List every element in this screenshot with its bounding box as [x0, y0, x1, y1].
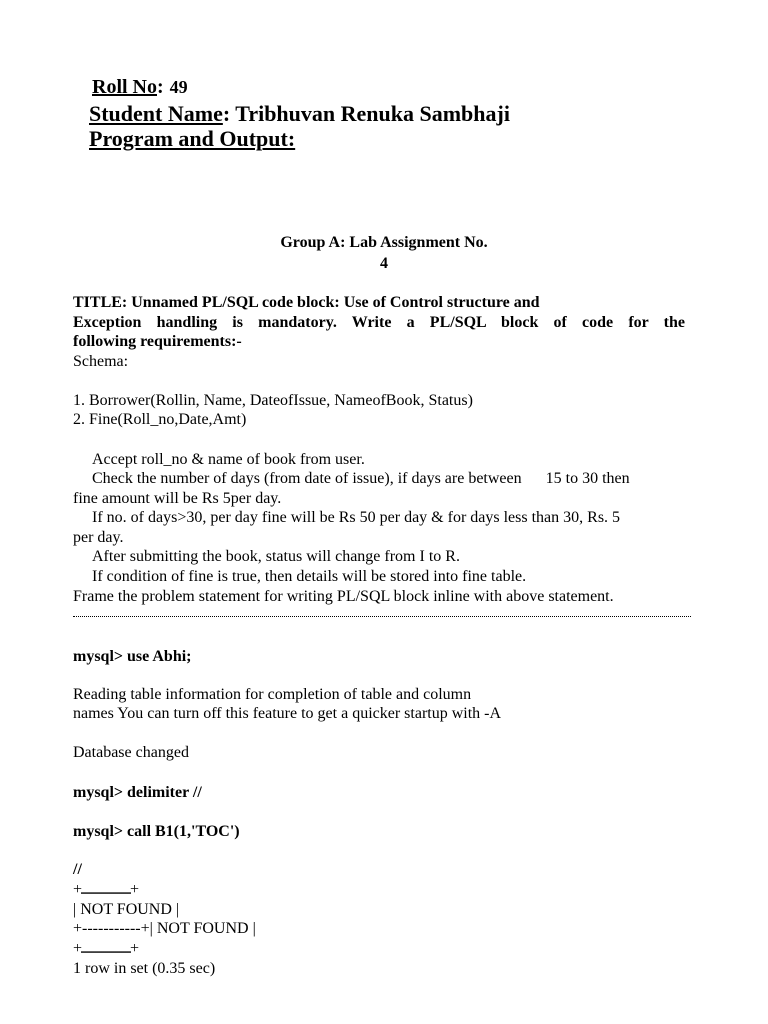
requirement-status-change: After submitting the book, status will change from I to R. — [92, 548, 460, 565]
result-table-border-top: +.........................+ — [73, 881, 138, 898]
student-name-label: Student Name — [89, 101, 223, 126]
schema-label: Schema: — [73, 353, 129, 370]
roll-number-value: 49 — [169, 77, 188, 97]
title-line-2: Exception handling is mandatory. Write a PL/SQL block of code for the — [73, 314, 685, 331]
dotted-divider — [73, 616, 691, 617]
student-name-value: : Tribhuvan Renuka Sambhaji — [222, 101, 510, 126]
roll-number-line — [92, 76, 188, 99]
result-table-header: | NOT FOUND | — [73, 901, 180, 918]
requirement-check-days: Check the number of days (from date of issue), if days are between 15 to 30 then — [92, 470, 630, 487]
terminal-info-line-1: Reading table information for completion of table and column — [73, 686, 472, 703]
requirement-over-30-days: If no. of days>30, per day fine will be Rs 50 per day & for days less than 30, Rs. 5 — [92, 509, 621, 526]
student-name-line — [89, 101, 510, 127]
schema-item-fine: 2. Fine(Roll_no,Date,Amt) — [73, 411, 247, 428]
requirement-fine-table: If condition of fine is true, then details will be stored into fine table. — [92, 568, 527, 585]
roll-number-label: Roll No — [92, 76, 157, 98]
schema-item-borrower: 1. Borrower(Rollin, Name, DateofIssue, NameofBook, Status) — [73, 392, 473, 409]
result-table-border-bottom: +.........................+ — [73, 940, 138, 957]
program-output-heading: Program and Output: — [89, 126, 296, 151]
result-table-row: +-----------+| NOT FOUND | — [73, 920, 256, 937]
assignment-number: 4 — [380, 255, 388, 272]
assignment-group-title: Group A: Lab Assignment No. — [280, 234, 488, 251]
requirement-check-days-cont: fine amount will be Rs 5per day. — [73, 490, 282, 507]
requirement-over-30-days-cont: per day. — [73, 529, 124, 546]
terminal-delimiter-echo: // — [73, 861, 82, 878]
title-line-3: following requirements:- — [73, 333, 242, 350]
terminal-info-line-2: names You can turn off this feature to get a quicker startup with -A — [73, 705, 502, 722]
requirement-accept-input: Accept roll_no & name of book from user. — [92, 451, 365, 468]
terminal-cmd-call: mysql> call B1(1,'TOC') — [73, 823, 240, 840]
terminal-db-changed: Database changed — [73, 744, 189, 761]
result-row-count: 1 row in set (0.35 sec) — [73, 960, 216, 977]
roll-number-colon: : — [157, 76, 164, 98]
requirement-frame-statement: Frame the problem statement for writing PL/SQL block inline with above statement. — [73, 588, 614, 605]
title-line-1: TITLE: Unnamed PL/SQL code block: Use of Control structure and — [73, 294, 540, 311]
terminal-cmd-delimiter: mysql> delimiter // — [73, 784, 202, 801]
terminal-cmd-use-db: mysql> use Abhi; — [73, 648, 192, 665]
